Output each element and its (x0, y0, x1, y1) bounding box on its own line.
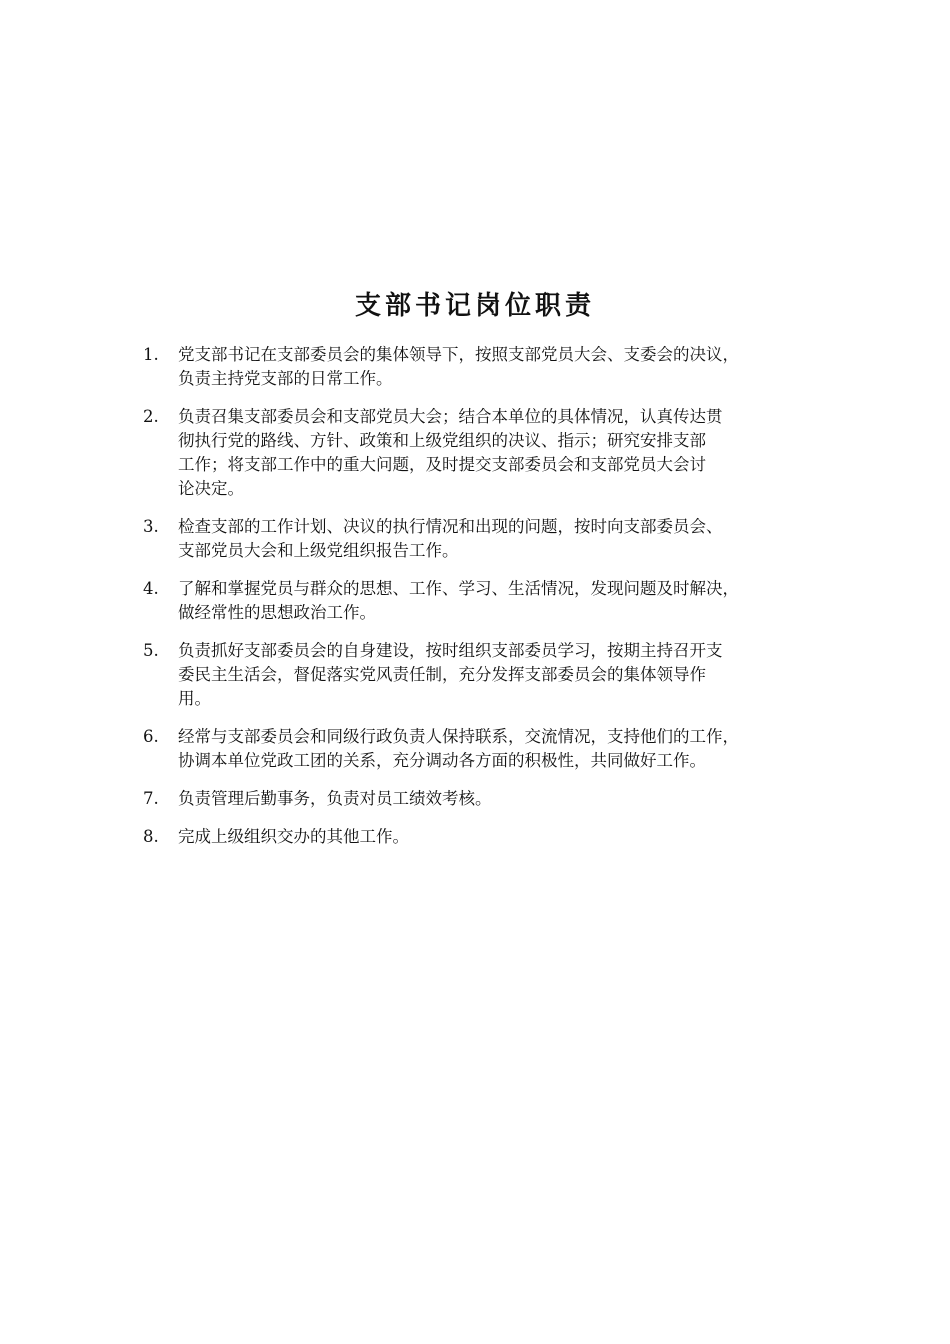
duty-text-line: 委民主生活会，督促落实党风责任制，充分发挥支部委员会的集体领导作 (178, 665, 706, 684)
duty-text-line: 彻执行党的路线、方针、政策和上级党组织的决议、指示；研究安排支部 (178, 431, 706, 450)
duty-text-line: 负责召集支部委员会和支部党员大会；结合本单位的具体情况，认真传达贯 (178, 407, 723, 426)
duty-text-line: 论决定。 (178, 479, 244, 498)
duty-number: 8. (143, 827, 159, 846)
duty-text-line: 工作；将支部工作中的重大问题，及时提交支部委员会和支部党员大会讨 (178, 455, 706, 474)
duty-item (143, 725, 843, 773)
duty-text-line: 党支部书记在支部委员会的集体领导下，按照支部党员大会、支委会的决议， (178, 345, 739, 364)
duty-text-line: 负责主持党支部的日常工作。 (178, 369, 393, 388)
duty-number: 4. (143, 579, 159, 598)
duty-list (143, 343, 843, 863)
duty-item (143, 515, 843, 563)
duty-number: 1. (143, 345, 159, 364)
duty-item (143, 639, 843, 711)
duty-text-line: 检查支部的工作计划、决议的执行情况和出现的问题，按时向支部委员会、 (178, 517, 723, 536)
duty-text-line: 经常与支部委员会和同级行政负责人保持联系，交流情况，支持他们的工作， (178, 727, 739, 746)
duty-item (143, 405, 843, 501)
duty-text-line: 完成上级组织交办的其他工作。 (178, 827, 409, 846)
duty-text-line: 用。 (178, 689, 211, 708)
duty-item (143, 787, 843, 811)
duty-text-line: 支部党员大会和上级党组织报告工作。 (178, 541, 459, 560)
duty-text-line: 负责管理后勤事务，负责对员工绩效考核。 (178, 789, 492, 808)
duty-number: 3. (143, 517, 159, 536)
duty-number: 6. (143, 727, 159, 746)
duty-item (143, 825, 843, 849)
duty-item (143, 577, 843, 625)
duty-text-line: 协调本单位党政工团的关系，充分调动各方面的积极性，共同做好工作。 (178, 751, 706, 770)
duty-text-line: 了解和掌握党员与群众的思想、工作、学习、生活情况，发现问题及时解决， (178, 579, 739, 598)
duty-number: 5. (143, 641, 159, 660)
duty-number: 2. (143, 407, 159, 426)
duty-number: 7. (143, 789, 159, 808)
duty-text-line: 做经常性的思想政治工作。 (178, 603, 376, 622)
page-title: 支部书记岗位职责 (354, 291, 595, 321)
duty-text-line: 负责抓好支部委员会的自身建设，按时组织支部委员学习，按期主持召开支 (178, 641, 723, 660)
duty-item (143, 343, 843, 391)
